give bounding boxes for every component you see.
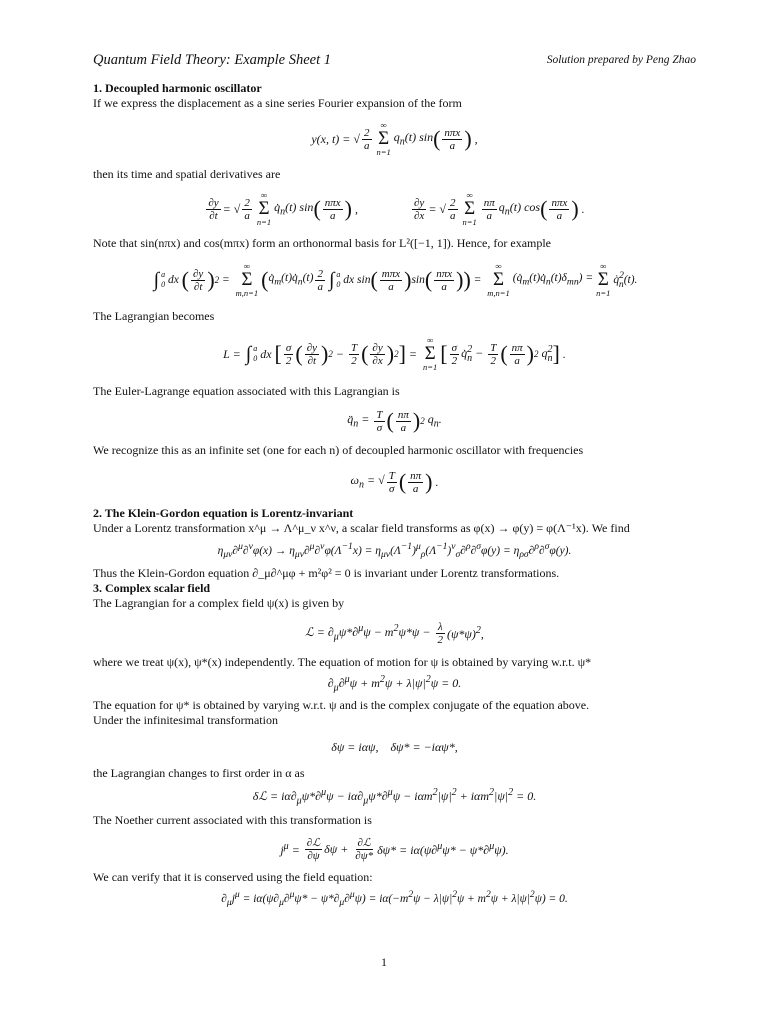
- equation-e3: ∫ a 0 dx ( $\frac{\partial y}{\partial t}$ ) 2 = ∞ Σ m,n=1 ( $q̇_m(t)q̇_n(t)$ $\frac{2}{a}$ ∫ a 0 dx sin ( $\frac{\text{mπx}}{a}$ ) sin ( $\frac{\text{nπx}}{a}$ ) ) = ∞ Σ m,n=1 $(q̇_m(t)q̇_n(t)\delta_{mn})$ = ∞ Σ n=1 q̇$^2_n$(t).: [153, 261, 638, 298]
- section-1-line-2: then its time and spatial derivatives are: [93, 167, 281, 181]
- equation-e9: $\partial_\mu\partial^\mu\psi + m^2\psi + \lambda|\psi|^2\psi = 0$.: [327, 674, 462, 694]
- equation-e12: $j^\mu$ = $\frac{\text{∂ℒ}}{\partial\psi}$ δψ + $\frac{\text{∂ℒ}}{\partial\psi*}$ δψ* = iα(ψ∂$^\mu$ψ* − ψ*∂$^\mu$ψ).: [280, 836, 509, 862]
- section-3-line-2: where we treat ψ(x), ψ*(x) independently. The equation of motion for ψ is obtained by varying w.r.t. ψ*: [93, 655, 592, 669]
- equation-e10: δψ = iαψ, δψ* = −iαψ*,: [331, 739, 458, 754]
- section-1-line-4: The Lagrangian becomes: [93, 309, 215, 323]
- section-1-line-5: The Euler-Lagrange equation associated with this Lagrangian is: [93, 384, 400, 398]
- page-header: [93, 50, 696, 72]
- section-1-line-1: If we express the displacement as a sine series Fourier expansion of the form: [93, 96, 462, 110]
- equation-e11: δℒ = $i\alpha\partial_\mu\psi*\partial^\mu\psi - i\alpha\partial_\mu\psi*\partial^\mu\psi - i\alpha m^2|\psi|^2 + i\alpha m^2|\psi|^2 = 0$.: [252, 787, 537, 807]
- page-number: 1: [381, 955, 387, 969]
- equation-e8: ℒ = $\partial_\mu\psi*\partial^\mu\psi - m^2\psi*\psi$ − $\frac{\lambda}{2}$ $(\psi*\psi)^2$,: [305, 620, 484, 646]
- equation-e6: $\omega_n$ = √ $\frac{T}{\sigma}$ ( $\frac{n\pi}{a}$ ) .: [350, 469, 439, 495]
- equation-e5: $q̈_n$ = $\frac{T}{\sigma}$ ( $\frac{n\pi}{a}$ ) 2 $q_n$.: [347, 408, 442, 434]
- section-1-line-6: We recognize this as an infinite set (one for each n) of decoupled harmonic oscillator with frequencies: [93, 443, 584, 457]
- section-3-line-4: Under the infinitesimal transformation: [93, 713, 278, 727]
- section-heading-2: 2. The Klein-Gordon equation is Lorentz-invariant: [93, 506, 354, 520]
- section-3-line-5: the Lagrangian changes to first order in α as: [93, 766, 305, 780]
- section-heading-3: 3. Complex scalar field: [93, 581, 211, 595]
- sheet-title: Quantum Field Theory: Example Sheet 1: [93, 52, 331, 68]
- section-3-line-1: The Lagrangian for a complex field ψ(x) is given by: [93, 596, 345, 610]
- section-3-line-7: We can verify that it is conserved using the field equation:: [93, 870, 373, 884]
- section-2-line-1: Under a Lorentz transformation x^μ → Λ^μ_ν x^ν, a scalar field transforms as φ(x) → φ(y) = φ(Λ⁻¹x). We find: [93, 521, 630, 535]
- equation-e1: y(x, t) = √ $\frac{2}{a}$ ∞ Σ n=1 $q_n(t)$ sin ( $\frac{\text{nπx}}{a}$ ) ,: [311, 120, 478, 157]
- equation-e2: $\frac{\partial y}{\partial t}$ = √ $\frac{2}{a}$ ∞ Σ n=1 $q̇_n(t)$ sin ( $\frac{\text{nπx}}{a}$ ) , $\frac{\partial y}{\partial x}$ = √ $\frac{2}{a}$ ∞ Σ n=1 $\frac{n\pi}{a}$ $q_n(t)$ cos ( $\frac{\text{nπx}}{a}$ ) .: [208, 190, 585, 227]
- paper-page: [93, 50, 696, 913]
- section-3-line-3: The equation for ψ* is obtained by varying w.r.t. ψ and is the complex conjugate of the equation above.: [93, 698, 590, 712]
- equation-e7: $\eta_{\mu\nu}\partial^\mu\partial^\nu\varphi(x) \to \eta_{\mu\nu}\partial^\mu\partial^\nu\varphi(\Lambda^{-1}x) = \eta_{\mu\nu}(\Lambda^{-1})^\mu_\rho(\Lambda^{-1})^\nu_\sigma\partial^\rho\partial^\sigma\varphi(y) = \eta_{\rho\sigma}\partial^\rho\partial^\sigma\varphi(y)$.: [217, 541, 572, 561]
- section-3-line-6: The Noether current associated with this transformation is: [93, 813, 372, 827]
- section-2-line-2: Thus the Klein-Gordon equation ∂_μ∂^μφ + m²φ² = 0 is invariant under Lorentz transformations.: [93, 566, 560, 580]
- equation-e13: $\partial_\mu j^\mu = i\alpha(\psi\partial_\mu\partial^\mu\psi* - \psi*\partial_\mu\partial^\mu\psi) = i\alpha(-m^2\psi - \lambda|\psi|^2\psi + m^2\psi + \lambda|\psi|^2\psi) = 0$.: [221, 889, 568, 909]
- equation-e4: L = ∫ a 0 dx [ $\frac{\sigma}{2}$ ( $\frac{\partial y}{\partial t}$ ) 2 − $\frac{T}{2}$ ( $\frac{\partial y}{\partial x}$ ) 2 ] = ∞ Σ n=1 [ $\frac{\sigma}{2}$ q̇$^2_n$ − $\frac{T}{2}$ ( $\frac{n\pi}{a}$ ) 2 $q^2_n$ ] .: [223, 335, 566, 372]
- author-credit: Solution prepared by Peng Zhao: [546, 54, 696, 66]
- section-1-line-3: Note that sin(nπx) and cos(mπx) form an orthonormal basis for L²([−1, 1]). Hence, for example: [93, 236, 552, 250]
- section-heading-1: 1. Decoupled harmonic oscillator: [93, 81, 262, 95]
